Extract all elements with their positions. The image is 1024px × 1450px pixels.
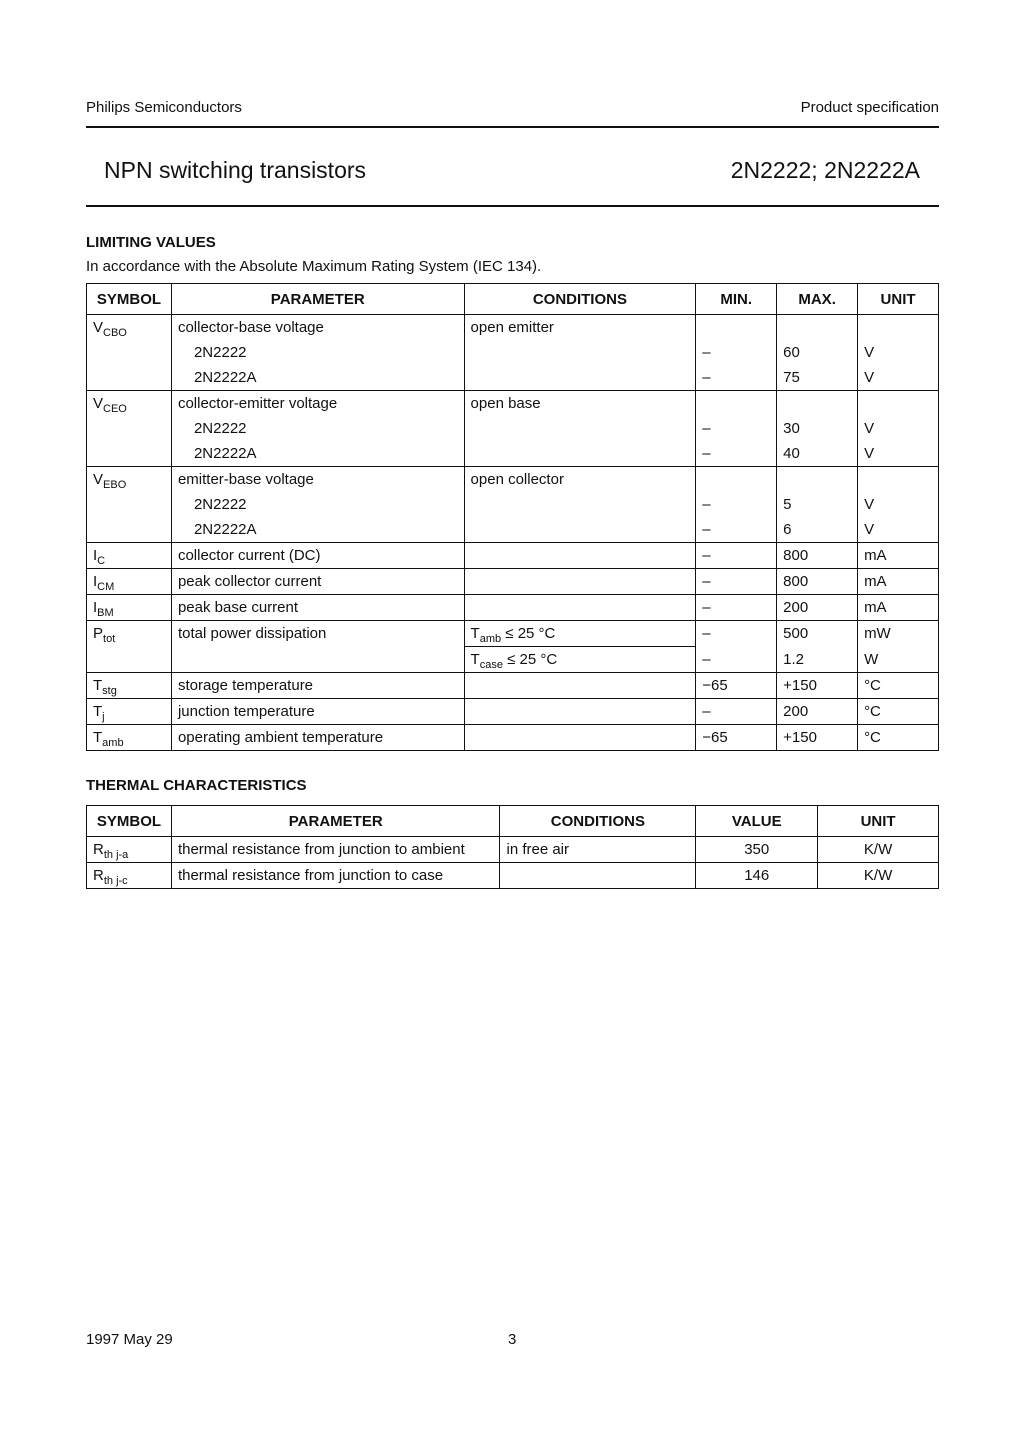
- parameter-cell: total power dissipation: [171, 621, 464, 647]
- parameter-cell: operating ambient temperature: [171, 725, 464, 751]
- max-cell: 30: [777, 416, 858, 441]
- conditions-cell: [464, 543, 696, 569]
- symbol-cell: [87, 315, 172, 341]
- parameter-cell: emitter-base voltage: [171, 467, 464, 493]
- unit-cell: [858, 315, 939, 341]
- symbol-subscript: BM: [97, 607, 114, 619]
- column-header: VALUE: [696, 806, 818, 837]
- footer-date: 1997 May 29: [86, 1331, 173, 1348]
- parameter-cell: collector-base voltage: [171, 315, 464, 341]
- parameter-cell: [171, 647, 464, 673]
- condition-value: ≤ 25 °C: [502, 651, 558, 668]
- max-cell: 75: [777, 365, 858, 391]
- parameter-cell: 2N2222: [171, 492, 464, 517]
- unit-cell: °C: [858, 673, 939, 699]
- symbol-cell: [87, 699, 172, 725]
- min-cell: –: [696, 595, 777, 621]
- symbol-base: T: [93, 703, 103, 720]
- table-row: [87, 621, 939, 647]
- column-header: UNIT: [858, 284, 939, 315]
- min-cell: –: [696, 569, 777, 595]
- unit-cell: °C: [858, 725, 939, 751]
- unit-cell: V: [858, 416, 939, 441]
- unit-cell: K/W: [818, 863, 939, 889]
- symbol-subscript: j: [102, 711, 105, 723]
- max-cell: 800: [777, 569, 858, 595]
- unit-cell: K/W: [818, 837, 939, 863]
- conditions-cell: [464, 340, 696, 365]
- unit-cell: V: [858, 365, 939, 391]
- min-cell: [696, 391, 777, 417]
- unit-cell: mA: [858, 595, 939, 621]
- conditions-cell: [464, 569, 696, 595]
- symbol-cell: [87, 647, 172, 673]
- parameter-cell: 2N2222: [171, 340, 464, 365]
- parameter-cell: thermal resistance from junction to ambient: [171, 837, 500, 863]
- unit-cell: [858, 391, 939, 417]
- symbol-cell: [87, 595, 172, 621]
- parameter-cell: storage temperature: [171, 673, 464, 699]
- max-cell: 5: [777, 492, 858, 517]
- symbol-base: R: [93, 867, 104, 884]
- max-cell: 60: [777, 340, 858, 365]
- conditions-cell: [464, 699, 696, 725]
- unit-cell: V: [858, 492, 939, 517]
- symbol-cell: [87, 863, 172, 889]
- symbol-subscript: tot: [103, 633, 116, 646]
- max-cell: 200: [777, 595, 858, 621]
- value-cell: 350: [696, 837, 818, 863]
- symbol-cell: [87, 621, 172, 647]
- condition-subscript: amb: [479, 633, 502, 645]
- max-cell: [777, 315, 858, 341]
- parameter-cell: peak collector current: [171, 569, 464, 595]
- table-row: [87, 340, 939, 365]
- column-header: MIN.: [696, 284, 777, 315]
- symbol-base: I: [93, 599, 98, 616]
- min-cell: –: [696, 621, 777, 647]
- symbol-subscript: amb: [102, 737, 124, 749]
- column-header: PARAMETER: [171, 806, 500, 837]
- parameter-cell: thermal resistance from junction to case: [171, 863, 500, 889]
- table-row: [87, 725, 939, 751]
- table-row: [87, 492, 939, 517]
- conditions-cell: [464, 416, 696, 441]
- condition-subscript: case: [479, 659, 503, 671]
- table-row: [87, 543, 939, 569]
- symbol-subscript: C: [97, 555, 106, 567]
- table-row: [87, 673, 939, 699]
- symbol-subscript: th j-a: [103, 849, 129, 861]
- max-cell: 500: [777, 621, 858, 647]
- symbol-cell: [87, 725, 172, 751]
- unit-cell: W: [858, 647, 939, 673]
- symbol-subscript: th j-c: [103, 875, 128, 887]
- table-row: [87, 391, 939, 417]
- symbol-cell: [87, 365, 172, 391]
- conditions-cell: open emitter: [464, 315, 696, 341]
- table-row: [87, 863, 939, 889]
- column-header: CONDITIONS: [500, 806, 696, 837]
- symbol-subscript: CEO: [103, 403, 127, 415]
- document-title: NPN switching transistors: [104, 157, 367, 183]
- symbol-base: V: [93, 319, 104, 336]
- symbol-cell: [87, 543, 172, 569]
- conditions-cell: [464, 517, 696, 543]
- column-header: UNIT: [818, 806, 939, 837]
- symbol-cell: [87, 416, 172, 441]
- parameter-cell: collector current (DC): [171, 543, 464, 569]
- conditions-cell: [464, 365, 696, 391]
- column-header: CONDITIONS: [464, 284, 696, 315]
- min-cell: −65: [696, 725, 777, 751]
- parameter-cell: peak base current: [171, 595, 464, 621]
- table-row: [87, 569, 939, 595]
- condition-symbol: T: [470, 651, 480, 668]
- limiting-values-table: [86, 283, 939, 751]
- symbol-subscript: EBO: [103, 479, 127, 491]
- thermal-characteristics-table: [86, 805, 939, 889]
- unit-cell: °C: [858, 699, 939, 725]
- min-cell: –: [696, 365, 777, 391]
- parameter-cell: 2N2222A: [171, 441, 464, 467]
- page-number: 3: [508, 1331, 517, 1348]
- max-cell: 40: [777, 441, 858, 467]
- max-cell: +150: [777, 725, 858, 751]
- symbol-cell: [87, 517, 172, 543]
- min-cell: −65: [696, 673, 777, 699]
- min-cell: –: [696, 699, 777, 725]
- min-cell: [696, 467, 777, 493]
- symbol-cell: [87, 467, 172, 493]
- min-cell: –: [696, 647, 777, 673]
- conditions-cell: [464, 595, 696, 621]
- table-row: [87, 365, 939, 391]
- symbol-base: T: [93, 729, 103, 746]
- min-cell: –: [696, 340, 777, 365]
- min-cell: –: [696, 416, 777, 441]
- min-cell: [696, 315, 777, 341]
- symbol-base: V: [93, 395, 104, 412]
- value-cell: 146: [696, 863, 818, 889]
- max-cell: [777, 391, 858, 417]
- conditions-cell: [464, 492, 696, 517]
- symbol-base: I: [93, 547, 98, 564]
- table-row: [87, 416, 939, 441]
- symbol-base: T: [93, 677, 103, 694]
- column-header: SYMBOL: [87, 806, 172, 837]
- conditions-cell: open collector: [464, 467, 696, 493]
- thermal-characteristics-heading: THERMAL CHARACTERISTICS: [86, 777, 307, 794]
- limiting-values-heading: LIMITING VALUES: [86, 234, 216, 251]
- table-row: [87, 595, 939, 621]
- part-number: 2N2222; 2N2222A: [730, 157, 920, 183]
- conditions-cell: [464, 673, 696, 699]
- parameter-cell: 2N2222A: [171, 365, 464, 391]
- company-name: Philips Semiconductors: [86, 99, 242, 116]
- max-cell: 200: [777, 699, 858, 725]
- unit-cell: V: [858, 340, 939, 365]
- symbol-cell: [87, 837, 172, 863]
- header-rule: [86, 126, 939, 128]
- table-row: [87, 647, 939, 673]
- parameter-cell: junction temperature: [171, 699, 464, 725]
- table-header-row: [87, 806, 939, 837]
- min-cell: –: [696, 517, 777, 543]
- conditions-cell: in free air: [500, 837, 696, 863]
- min-cell: –: [696, 492, 777, 517]
- parameter-cell: 2N2222A: [171, 517, 464, 543]
- parameter-cell: collector-emitter voltage: [171, 391, 464, 417]
- unit-cell: V: [858, 517, 939, 543]
- symbol-base: R: [93, 841, 104, 858]
- symbol-cell: [87, 441, 172, 467]
- symbol-cell: [87, 569, 172, 595]
- table-row: [87, 467, 939, 493]
- unit-cell: [858, 467, 939, 493]
- symbol-cell: [87, 340, 172, 365]
- symbol-subscript: stg: [102, 685, 117, 697]
- symbol-base: I: [93, 573, 98, 590]
- conditions-cell: [464, 441, 696, 467]
- symbol-subscript: CBO: [103, 327, 127, 339]
- condition-symbol: T: [470, 625, 480, 642]
- table-row: [87, 315, 939, 341]
- column-header: SYMBOL: [87, 284, 172, 315]
- min-cell: –: [696, 543, 777, 569]
- max-cell: 800: [777, 543, 858, 569]
- unit-cell: mA: [858, 543, 939, 569]
- column-header: MAX.: [777, 284, 858, 315]
- unit-cell: mW: [858, 621, 939, 647]
- max-cell: 1.2: [777, 647, 858, 673]
- unit-cell: V: [858, 441, 939, 467]
- max-cell: [777, 467, 858, 493]
- conditions-cell: open base: [464, 391, 696, 417]
- parameter-cell: 2N2222: [171, 416, 464, 441]
- column-header: PARAMETER: [171, 284, 464, 315]
- symbol-cell: [87, 391, 172, 417]
- conditions-cell: [464, 725, 696, 751]
- symbol-subscript: CM: [97, 581, 115, 593]
- symbol-cell: [87, 492, 172, 517]
- table-header-row: [87, 284, 939, 315]
- limiting-values-intro: In accordance with the Absolute Maximum Rating System (IEC 134).: [86, 258, 542, 275]
- table-row: [87, 699, 939, 725]
- unit-cell: mA: [858, 569, 939, 595]
- symbol-base: V: [93, 471, 104, 488]
- document-type: Product specification: [800, 99, 939, 116]
- table-row: [87, 517, 939, 543]
- title-rule: [86, 205, 939, 207]
- conditions-cell: [500, 863, 696, 889]
- conditions-cell: [464, 621, 696, 647]
- max-cell: 6: [777, 517, 858, 543]
- conditions-cell: [464, 647, 696, 673]
- table-row: [87, 441, 939, 467]
- symbol-base: P: [93, 625, 104, 643]
- min-cell: –: [696, 441, 777, 467]
- max-cell: +150: [777, 673, 858, 699]
- table-row: [87, 837, 939, 863]
- symbol-cell: [87, 673, 172, 699]
- condition-value: ≤ 25 °C: [501, 625, 556, 642]
